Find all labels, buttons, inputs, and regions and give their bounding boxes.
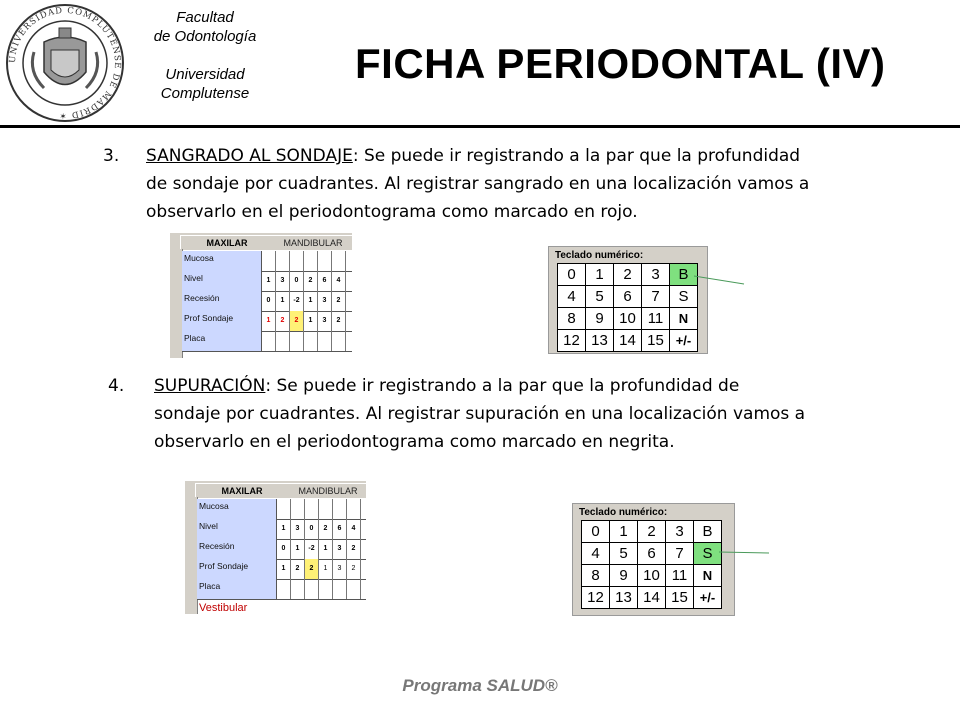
tab-maxilar[interactable]: MAXILAR: [180, 235, 274, 250]
table-cell[interactable]: 1: [262, 311, 276, 331]
keypad-key[interactable]: 0: [582, 521, 610, 543]
table-row: [182, 291, 352, 312]
table-cell[interactable]: 3: [333, 539, 347, 559]
section-4-text: [154, 372, 805, 456]
table-cell[interactable]: [262, 251, 276, 271]
keypad-key[interactable]: 14: [638, 587, 666, 609]
faculty-line1: Facultad: [176, 9, 234, 26]
table-cell[interactable]: 0: [290, 271, 304, 291]
table-cell[interactable]: [291, 499, 305, 519]
faculty-caption: [130, 8, 280, 103]
section-4-line1: : Se puede ir registrando a la par que la profundidad de: [265, 376, 740, 396]
table-cell[interactable]: 1: [277, 519, 291, 539]
section-4-heading: SUPURACIÓN: [154, 376, 266, 396]
row-label: Prof Sondaje: [197, 559, 277, 579]
table-cell[interactable]: [290, 331, 304, 351]
section-3-paragraph: [103, 142, 923, 232]
table-cell[interactable]: [333, 579, 347, 599]
keypad-key[interactable]: 9: [586, 308, 614, 330]
keypad-key[interactable]: 3: [666, 521, 694, 543]
keypad-key[interactable]: 13: [610, 587, 638, 609]
table-row: [182, 331, 352, 352]
table-cell[interactable]: [347, 579, 361, 599]
keypad-key[interactable]: 5: [610, 543, 638, 565]
keypad-key[interactable]: S: [694, 543, 722, 565]
table-cell[interactable]: 1: [304, 291, 318, 311]
table-cell[interactable]: 4: [347, 519, 361, 539]
keypad-key[interactable]: 6: [638, 543, 666, 565]
table-cell[interactable]: 3: [318, 311, 332, 331]
table-cell[interactable]: 0: [262, 291, 276, 311]
table-cell[interactable]: [277, 499, 291, 519]
section-3-text: [146, 142, 809, 226]
table-cell[interactable]: 1: [262, 271, 276, 291]
table-cell[interactable]: [304, 331, 318, 351]
keypad-key[interactable]: 11: [642, 308, 670, 330]
keypad-key[interactable]: 13: [586, 330, 614, 352]
keypad-key[interactable]: 2: [614, 264, 642, 286]
keypad-key[interactable]: +/-: [670, 330, 698, 352]
tab-maxilar[interactable]: MAXILAR: [195, 483, 289, 498]
pointer-line-s: [719, 546, 771, 558]
keypad-key[interactable]: 12: [582, 587, 610, 609]
keypad-key[interactable]: 0: [558, 264, 586, 286]
row-label: Recesión: [197, 539, 277, 559]
keypad-key[interactable]: 2: [638, 521, 666, 543]
table-cell[interactable]: -2: [290, 291, 304, 311]
keypad-title: Teclado numérico:: [579, 507, 668, 518]
table-cell[interactable]: 3: [318, 291, 332, 311]
keypad-key[interactable]: 15: [666, 587, 694, 609]
table-cell[interactable]: [291, 579, 305, 599]
svg-text:UNIVERSIDAD COMPLUTENSE DE MAD: UNIVERSIDAD COMPLUTENSE DE MADRID ✶: [7, 5, 123, 121]
faculty-line2: de Odontología: [153, 28, 257, 45]
university-line1: Universidad: [165, 66, 245, 83]
section-3-line2: de sondaje por cuadrantes. Al registrar sangrado en una localización vamos a: [146, 174, 810, 194]
vestibular-label: Vestibular: [199, 602, 248, 614]
table-row: [182, 271, 352, 292]
row-label: Recesión: [182, 291, 262, 311]
table-cell[interactable]: [276, 331, 290, 351]
table-cell[interactable]: 2: [347, 539, 361, 559]
table-cell[interactable]: 2: [291, 559, 305, 579]
keypad-key[interactable]: 7: [642, 286, 670, 308]
university-seal: [4, 2, 126, 124]
section-4-line2: sondaje por cuadrantes. Al registrar supuración en una localización vamos a: [154, 404, 806, 424]
row-label: Placa: [182, 331, 262, 351]
table-cell[interactable]: [305, 499, 319, 519]
table-cell[interactable]: 2: [347, 559, 361, 579]
table-cell[interactable]: -2: [305, 539, 319, 559]
table-cell[interactable]: 1: [304, 311, 318, 331]
keypad-key[interactable]: 6: [614, 286, 642, 308]
section-3-line3: observarlo en el periodontograma como marcado en rojo.: [146, 202, 638, 222]
table-cell[interactable]: 2: [290, 311, 304, 331]
keypad-key[interactable]: 9: [610, 565, 638, 587]
section-3-number: 3.: [103, 146, 120, 166]
row-label: Nivel: [197, 519, 277, 539]
table-cell[interactable]: 6: [318, 271, 332, 291]
table-cell[interactable]: 2: [305, 559, 319, 579]
table-cell[interactable]: 6: [333, 519, 347, 539]
row-label: Mucosa: [182, 251, 262, 271]
table-cell[interactable]: [333, 499, 347, 519]
periodontogram-table-suppuration: [185, 481, 366, 614]
table-cell[interactable]: [332, 331, 346, 351]
tab-mandibular[interactable]: MANDIBULAR: [273, 235, 352, 250]
keypad-key[interactable]: 14: [614, 330, 642, 352]
keypad-key[interactable]: 7: [666, 543, 694, 565]
table-row: [197, 579, 366, 600]
row-label: Placa: [197, 579, 277, 599]
table-cell[interactable]: [305, 579, 319, 599]
university-line2: Complutense: [160, 85, 250, 102]
keypad-key[interactable]: 10: [638, 565, 666, 587]
periodontogram-table-bleeding: [170, 233, 352, 358]
section-4-line3: observarlo en el periodontograma como marcado en negrita.: [154, 432, 675, 452]
table-row: [182, 311, 352, 332]
table-cell[interactable]: [290, 251, 304, 271]
tab-mandibular[interactable]: MANDIBULAR: [288, 483, 366, 498]
row-label: Nivel: [182, 271, 262, 291]
keypad-key[interactable]: 1: [610, 521, 638, 543]
keypad-key[interactable]: S: [670, 286, 698, 308]
table-cell[interactable]: 3: [333, 559, 347, 579]
table-cell[interactable]: [276, 251, 290, 271]
table-cell[interactable]: [262, 331, 276, 351]
table-cell[interactable]: 2: [332, 291, 346, 311]
table-cell[interactable]: 3: [276, 271, 290, 291]
table-cell[interactable]: 1: [291, 539, 305, 559]
section-4-number: 4.: [108, 376, 125, 396]
table-cell[interactable]: [318, 331, 332, 351]
keypad-key[interactable]: N: [694, 565, 722, 587]
footer-program-name: Programa SALUD®: [402, 676, 558, 695]
numeric-keypad-suppuration: [572, 503, 735, 616]
table-cell[interactable]: 2: [304, 271, 318, 291]
keypad-key[interactable]: N: [670, 308, 698, 330]
table-cell[interactable]: 0: [305, 519, 319, 539]
table-row: [197, 499, 366, 520]
table-cell[interactable]: 1: [319, 539, 333, 559]
keypad-title: Teclado numérico:: [555, 250, 644, 261]
table-cell[interactable]: 3: [291, 519, 305, 539]
table-row: [182, 251, 352, 272]
table-cell[interactable]: [332, 251, 346, 271]
keypad-key[interactable]: 8: [582, 565, 610, 587]
table-cell[interactable]: [347, 499, 361, 519]
section-4-paragraph: [108, 372, 928, 462]
table-cell[interactable]: 2: [319, 519, 333, 539]
table-cell[interactable]: [318, 251, 332, 271]
page-title: FICHA PERIODONTAL (IV): [355, 40, 886, 87]
table-cell[interactable]: [277, 579, 291, 599]
table-cell[interactable]: [319, 499, 333, 519]
table-cell[interactable]: [319, 579, 333, 599]
table-cell[interactable]: 4: [332, 271, 346, 291]
keypad-key[interactable]: 1: [586, 264, 614, 286]
keypad-key[interactable]: B: [694, 521, 722, 543]
keypad-key[interactable]: +/-: [694, 587, 722, 609]
keypad-key[interactable]: 12: [558, 330, 586, 352]
section-3-line1: : Se puede ir registrando a la par que la profundidad: [352, 146, 801, 166]
numeric-keypad-bleeding: [548, 246, 708, 354]
table-cell[interactable]: 0: [277, 539, 291, 559]
table-row: [197, 559, 366, 580]
row-label: Prof Sondaje: [182, 311, 262, 331]
table-row: [197, 519, 366, 540]
section-3-heading: SANGRADO AL SONDAJE: [146, 146, 353, 166]
header-divider: [0, 125, 960, 128]
table-cell[interactable]: 1: [277, 559, 291, 579]
pointer-line-b: [694, 270, 746, 286]
table-row: [197, 539, 366, 560]
row-label: Mucosa: [197, 499, 277, 519]
keypad-key[interactable]: 8: [558, 308, 586, 330]
table-cell[interactable]: [304, 251, 318, 271]
keypad-key[interactable]: 5: [586, 286, 614, 308]
keypad-key[interactable]: 10: [614, 308, 642, 330]
table-cell[interactable]: 2: [332, 311, 346, 331]
table-cell[interactable]: 2: [276, 311, 290, 331]
table-cell[interactable]: 1: [319, 559, 333, 579]
keypad-key[interactable]: 11: [666, 565, 694, 587]
keypad-key[interactable]: 3: [642, 264, 670, 286]
keypad-key[interactable]: B: [670, 264, 698, 286]
keypad-key[interactable]: 4: [582, 543, 610, 565]
keypad-key[interactable]: 15: [642, 330, 670, 352]
table-cell[interactable]: 1: [276, 291, 290, 311]
keypad-key[interactable]: 4: [558, 286, 586, 308]
